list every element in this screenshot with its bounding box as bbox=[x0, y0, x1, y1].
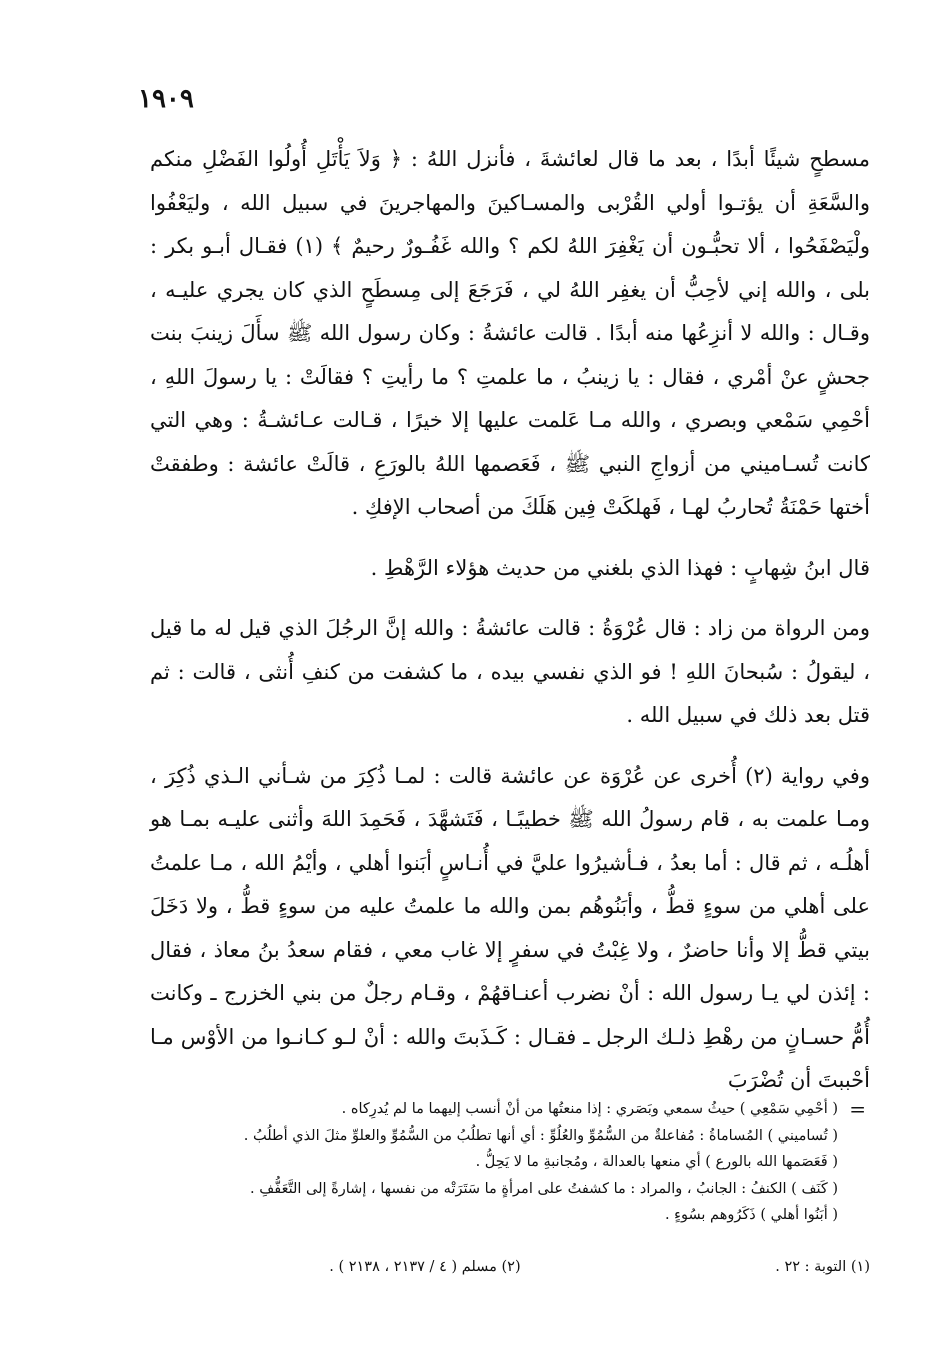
note-line: ( فَعَصَمها الله بالورع ) أي منعها بالعدالة ، ومُجانبةِ ما لا يَحِلُّ . bbox=[475, 1154, 838, 1170]
paragraph: وفي رواية (٢) أُخرى عن عُرْوَة عن عائشة قالت : لمـا ذُكِرَ من شـأني الـذي ذُكِرَ ، ومـا علمت به ، قام رسولُ الله ﷺ خطيبًـا ، فَتَشهَّدَ ، فَحَمِدَ اللهَ وأثنى عليـه بمـا هو أهلُـه ، ثم قال : أما بعدُ ، فـأشيرُوا عليَّ في أُنـاسٍ أبَنوا أهلي ، وأيْمُ الله ، مـا علمتُ على أهلي من سوءٍ قطُّ ، وأبَنُوهُم بمن والله ما علمتُ عليه من سوءٍ قطُّ ، ولا دَخَلَ بيتي قطُّ إلا وأنا حاضرٌ ، ولا غِبْتُ في سفرٍ إلا غاب معي ، فقام سعدُ بنُ معاذ ، فقال : إئذن لي يـا رسول الله : أنْ نضرب أعنـاقهُمْ ، وقـام رجلٌ من بني الخزرج ـ وكانت أُمُّ حسـانٍ من رهْطِ ذلـك الرجل ـ فقـال : كَـذَبتَ والله : أنْ لـو كـانـوا من الأوْس مـا أحْببتَ أن تُضْرَبَ bbox=[150, 763, 870, 1092]
paragraph-gap bbox=[150, 530, 870, 547]
continuation-mark: = bbox=[849, 1097, 866, 1121]
note-line: ( أحْمِي سَمْعِي ) حيثُ سمعي وبَصَري : إذا منعتُها من أنْ أنسب إليهما ما لم يُدرِكاه . bbox=[341, 1101, 838, 1117]
note-line: ( أبَنُوا أهلي ) ذَكَرُوهم بسُوءٍ . bbox=[664, 1207, 838, 1223]
paragraph: مسطحٍ شيئًا أبدًا ، بعد ما قال لعائشةَ ، فأنزل اللهُ : ﴿ وَلاَ يَأْتَلِ أُولُوا الفَضْلِ منكم والسَّعَةِ أن يؤتـوا أولي القُرْبى والمسـاكينَ والمهاجرينَ في سبيل الله ، وليَعْفُوا ولْيَصْفَحُوا ، ألا تحبُّـون أن يَغْفِرَ اللهُ لكم ؟ والله غَفُـورٌ رحيمٌ ﴾ (١) فقـال أبـو بكر : بلى ، والله إني لأحِبُّ أن يغفِر اللهُ لي ، فَرَجَعَ إلى مِسطَحٍ الذي كان يجري عليـه ، وقـال : والله لا أنزِعُها منه أبدًا . قالت عائشةُ : وكان رسول الله ﷺ سأَلَ زينبَ بنت جحشٍ عنْ أمْري ، فقال : يا زينبُ ، ما علمتِ ؟ ما رأيتِ ؟ فقالَتْ : يا رسولَ اللهِ ، أحْمِي سَمْعي وبصري ، والله مـا عَلمت عليها إلا خيرًا ، قـالت عـائشـةُ : وهي التي كانت تُسـاميني من أزواجِ النبي ﷺ ، فَعَصمها اللهُ بالورَعِ ، قالَتْ عائشة : وطفقتْ أختها حَمْنَةُ تُحاربُ لهـا ، فَهلكَتْ فِين هَلَكَ من أصحاب الإفكِ . bbox=[150, 147, 871, 519]
note-line: ( تُساميني ) المُساماةُ : مُفاعلةٌ من السُّمُوِّ والعُلُوِّ : أي أنها تطلُبُ من السُّمُوِّ والعلوِّ مثلَ الذي أطلُبُ . bbox=[243, 1127, 838, 1144]
page-number: ١٩٠٩ bbox=[138, 84, 194, 114]
footnote-2: (٢) مسلم ( ٤ / ٢١٣٧ ، ٢١٣٨ ) . bbox=[329, 1259, 521, 1275]
paragraph-gap bbox=[150, 738, 870, 755]
footnotes bbox=[150, 1253, 870, 1281]
explanatory-notes bbox=[150, 1096, 870, 1229]
paragraph-gap bbox=[150, 590, 870, 607]
main-text bbox=[150, 138, 870, 1103]
paragraph: قال ابنُ شِهابٍ : فهذا الذي بلغني من حديث هؤلاء الرَّهْطِ . bbox=[370, 555, 870, 580]
paragraph: ومن الرواة من زاد : قال عُرْوَةُ : قالت عائشةُ : والله إنَّ الرجُلَ الذي قيل له ما قيل ، ليقولُ : سُبحانَ اللهِ ! فو الذي نفسي بيده ، ما كشفت من كنفِ أُنثى ، قالت : ثم قتل بعد ذلك في سبيل الله . bbox=[150, 616, 870, 727]
note-line: ( كَنَف ) الكنفُ : الجانبُ ، والمراد : ما كشفتُ على امرأةٍ ما سَتَرَتْه من نفسها ، إشارةً إلى التَّعَفُّفِ . bbox=[250, 1180, 838, 1197]
footnote-1: (١) التوبة : ٢٢ . bbox=[775, 1259, 870, 1275]
